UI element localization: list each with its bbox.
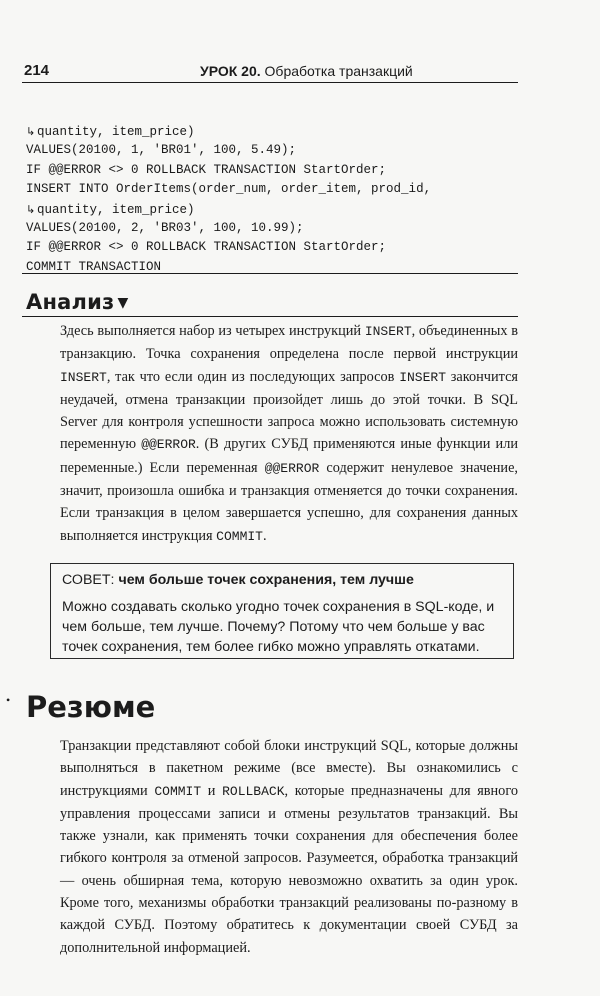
code-line (26, 258, 431, 277)
chapter-label: УРОК 20. (200, 63, 261, 79)
summary-heading: Резюме (26, 690, 156, 724)
code-line (26, 180, 431, 199)
inline-code: @@ERROR (141, 437, 196, 453)
paragraph-text: закончится неудачей, отмена транзакции произойдет лишь до этой точки. В SQL Server для контроля успешности запроса можно использовать системную переменную (60, 368, 518, 453)
line-continuation-icon: ↳ (26, 125, 36, 138)
code-listing (26, 122, 431, 277)
code-line-text: IF @@ERROR <> 0 ROLLBACK TRANSACTION StartOrder; (26, 162, 387, 177)
inline-code: @@ERROR (264, 460, 320, 476)
page-number: 214 (24, 62, 50, 79)
tip-title (62, 572, 414, 588)
tip-heading: чем больше точек сохранения, тем лучше (118, 572, 414, 588)
paragraph-text: . (262, 527, 267, 544)
analysis-paragraph (60, 320, 518, 548)
page-speck: • (6, 693, 11, 707)
code-line-text: quantity, item_price) (37, 202, 195, 217)
code-line (26, 200, 431, 219)
inline-code: ROLLBACK (222, 783, 285, 799)
summary-paragraph (60, 735, 518, 959)
analysis-heading (26, 290, 128, 314)
code-line (26, 122, 431, 141)
code-line (26, 161, 431, 180)
inline-code: INSERT (364, 324, 412, 339)
inline-code: COMMIT (154, 783, 202, 799)
tip-label: СОВЕТ: (62, 572, 119, 588)
paragraph-text: содержит ненулевое значение, значит, произошла ошибка и транзакция отменяется до точки сохранения. Если транзакция в целом завершается успешно, для сохранения данных выполняется инструкция (60, 459, 518, 544)
inline-code: INSERT (60, 369, 107, 385)
triangle-down-icon: ▼ (117, 295, 129, 311)
code-line (26, 219, 431, 238)
code-line-text: VALUES(20100, 2, 'BR03', 100, 10.99); (26, 220, 304, 235)
chapter-title: Обработка транзакций (260, 63, 413, 79)
running-header (22, 60, 518, 82)
code-line-text: INSERT INTO OrderItems(order_num, order_item, prod_id, (26, 182, 432, 197)
paragraph-text: , так что если один из последующих запросов (106, 368, 400, 385)
code-line-text: quantity, item_price) (37, 125, 195, 139)
paragraph-text: , объединенных в транзакцию. Точка сохранения определена после первой инструкции (60, 323, 518, 363)
analysis-heading-text: Анализ (26, 290, 115, 314)
paragraph-text: Транзакции представляют собой блоки инструкций SQL, которые должны выполняться в пакетном режиме (все вместе). Вы ознакомились с инструкциями (60, 738, 518, 799)
running-title (200, 63, 413, 79)
paragraph-text: Здесь выполняется набор из четырех инструкций (60, 323, 365, 339)
paragraph-text: , которые предназначены для явного управления процессами записи и отмены результатов транзакций. Вы также узнали, как применять точки сохранения для обеспечения более гибкого контроля за отменой запросов. Разумеется, обработка транзакций — очень обширная тема, которую невозможно охватить за один урок. Кроме того, механизмы обработки транзакций реализованы по-разному в каждой СУБД. Поэтому обратитесь к документации своей СУБД за дополнительной информацией. (60, 782, 518, 956)
tip-text: Можно создавать сколько угодно точек сохранения в SQL-коде, и чем больше, тем лучше. Почему? Потому что чем больше у вас точек сохранения, тем более гибко можно управлять откатами. (62, 599, 495, 655)
inline-code: INSERT (399, 369, 447, 385)
code-line (26, 238, 431, 257)
code-line (26, 141, 431, 160)
code-line-text: COMMIT TRANSACTION (26, 259, 162, 274)
line-continuation-icon: ↳ (26, 202, 36, 216)
code-line-text: IF @@ERROR <> 0 ROLLBACK TRANSACTION StartOrder; (26, 240, 387, 255)
code-line-text: VALUES(20100, 1, 'BR01', 100, 5.49); (26, 143, 297, 158)
paragraph-text: . (В других СУБД применяются иные функции или переменные.) Если переменная (60, 436, 518, 476)
analysis-rule (22, 316, 518, 317)
paragraph-text: и (201, 782, 223, 799)
header-rule (22, 82, 518, 83)
code-bottom-rule (22, 273, 518, 274)
inline-code: COMMIT (216, 528, 263, 544)
tip-box (50, 563, 514, 659)
